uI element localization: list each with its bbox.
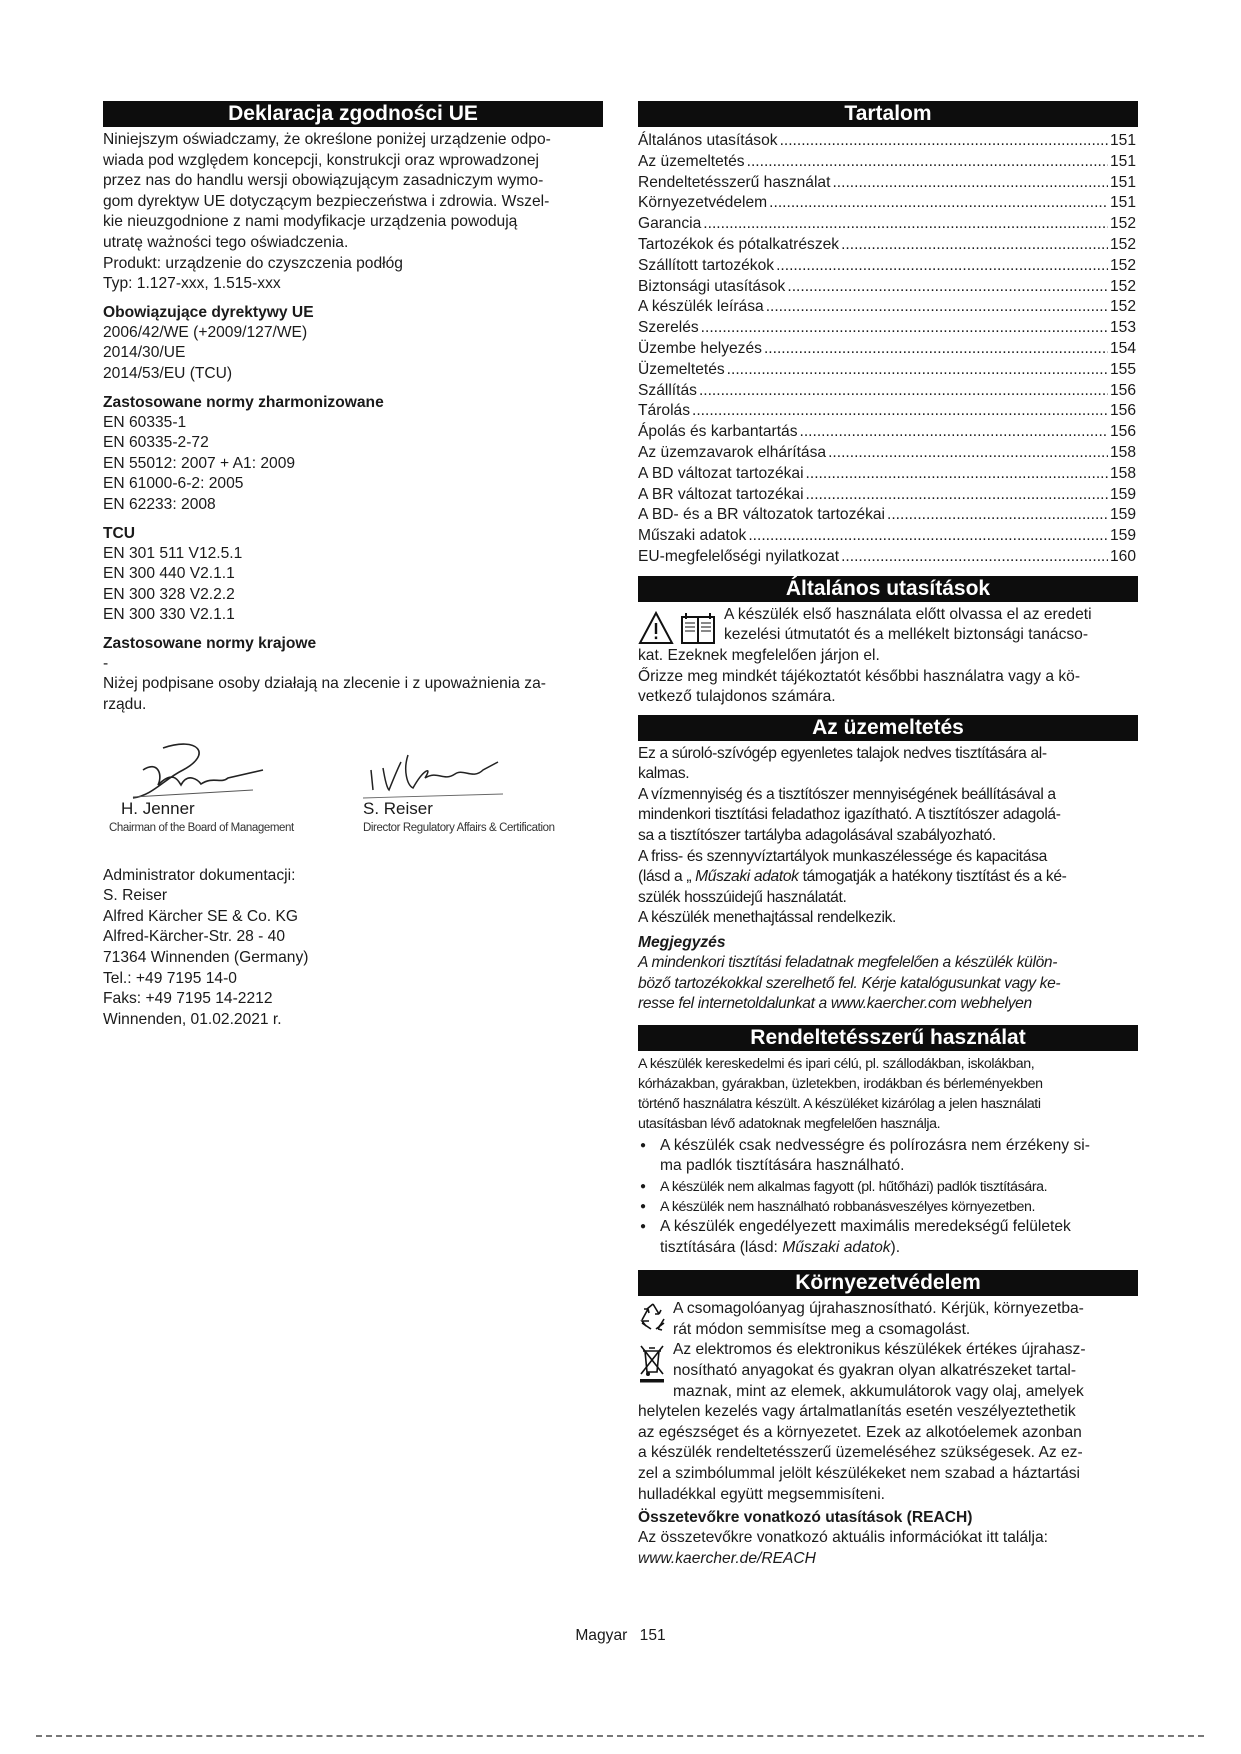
toc-entry-title: Tárolás <box>638 402 690 420</box>
toc-leader-dots <box>764 339 1108 360</box>
text-line: utasításban lévő adatoknak megfelelően használja. <box>638 1115 941 1132</box>
harmonized-item: EN 61000-6-2: 2005 <box>103 475 244 493</box>
signed-text <box>103 674 603 715</box>
toc-leader-dots <box>780 131 1108 152</box>
text-line: przez nas do handlu wersji obowiązującym zasadniczym wymo- <box>103 172 544 190</box>
toc-leader-dots <box>727 360 1108 381</box>
footer-language: Magyar <box>575 1627 628 1644</box>
toc-entry-title: Rendeltetésszerű használat <box>638 173 831 191</box>
toc-leader-dots <box>701 318 1108 339</box>
page-number: 151 <box>639 1627 666 1644</box>
toc-entry-page: 154 <box>1109 339 1136 357</box>
harmonized-heading: Zastosowane normy zharmonizowane <box>103 393 384 411</box>
toc-entry-title: Garancia <box>638 215 702 233</box>
toc-leader-dots <box>748 526 1108 547</box>
text-line: Alfred-Kärcher-Str. 28 - 40 <box>103 928 286 946</box>
type-line: Typ: 1.127-xxx, 1.515-xxx <box>103 275 281 293</box>
toc-entry-title: Üzemeltetés <box>638 360 725 378</box>
weee-note <box>638 1340 1138 1402</box>
intended-use-list <box>638 1136 1138 1258</box>
signatures <box>103 740 603 836</box>
text-line: Az elektromos és elektronikus készülékek értékes újrahasz- <box>673 1341 1086 1359</box>
text-line: 71364 Winnenden (Germany) <box>103 949 309 967</box>
text-line: zel a szimbólummal jelölt készülékeket nem szabad a háztartási <box>638 1464 1081 1482</box>
toc-entry[interactable] <box>638 464 1136 485</box>
toc-entry[interactable] <box>638 131 1136 152</box>
directive-item: 2014/30/UE <box>103 344 186 362</box>
ref-prefix: tisztítására (lásd: <box>660 1238 783 1256</box>
crossed-bin-icon <box>638 1342 666 1391</box>
text-line: A friss- és szennyvíztartályok munkaszélessége és kapacitása <box>638 847 1047 865</box>
text-line: vetkező tulajdonos számára. <box>638 688 836 706</box>
toc-entry-title: A készülék leírása <box>638 298 764 316</box>
toc-entry-title: Az üzemzavarok elhárítása <box>638 443 827 461</box>
warning-triangle-icon <box>640 613 672 643</box>
toc-leader-dots <box>832 173 1108 194</box>
admin-block <box>103 866 603 1031</box>
text-line: böző tartozékokkal szerelhető fel. Kérje katalógusunkat vagy ke- <box>638 974 1061 992</box>
toc-entry-title: Biztonsági utasítások <box>638 277 786 295</box>
text-line: kórházakban, gyárakban, üzletekben, irodákban és bérleményekben <box>638 1075 1043 1092</box>
reach-heading: Összetevőkre vonatkozó utasítások (REACH) <box>638 1509 973 1527</box>
toc-entry[interactable] <box>638 152 1136 173</box>
toc-entry-title: Szállított tartozékok <box>638 256 775 274</box>
toc-leader-dots <box>841 235 1108 256</box>
toc-leader-dots <box>699 381 1108 402</box>
text-line: kat. Ezeknek megfelelően járjon el. <box>638 646 880 664</box>
text-line: utratę ważności tego oświadczenia. <box>103 233 349 251</box>
toc-entry[interactable] <box>638 381 1136 402</box>
text-line: A készülék menethajtással rendelkezik. <box>638 909 896 927</box>
warning-icons <box>638 609 718 656</box>
toc-entry-title: A BD- és a BR változatok tartozékai <box>638 506 886 524</box>
manual-book-icon <box>682 613 714 643</box>
text-line: maznak, mint az elemek, akkumulátorok vagy olaj, amelyek <box>673 1382 1084 1400</box>
toc-entry-page: 152 <box>1109 256 1136 274</box>
signatory-role: Chairman of the Board of Management <box>109 821 294 834</box>
toc-entry[interactable] <box>638 547 1136 568</box>
toc-entry-title: A BD változat tartozékai <box>638 464 804 482</box>
cut-line-divider <box>36 1735 1204 1737</box>
toc-entry-page: 151 <box>1109 173 1136 191</box>
list-item <box>638 1136 1138 1177</box>
reach-link[interactable]: www.kaercher.de/REACH <box>638 1549 816 1567</box>
reference-link[interactable]: Műszaki adatok <box>695 868 799 886</box>
text-line: Őrizze meg mindkét tájékoztatót későbbi használatra vagy a kö- <box>638 667 1081 685</box>
text-line: sa a tisztítószer tartályba adagolásával szabályozható. <box>638 827 996 845</box>
toc-entry[interactable] <box>638 422 1136 443</box>
text-line: rządu. <box>103 696 147 714</box>
text-line: történő használatra készült. A készüléket kizárólag a jelen használati <box>638 1095 1041 1112</box>
text-line: ma padlók tisztítására használható. <box>660 1157 905 1175</box>
toc-entry[interactable] <box>638 297 1136 318</box>
toc-entry-title: Általános utasítások <box>638 132 778 149</box>
toc-entry[interactable] <box>638 339 1136 360</box>
toc-leader-dots <box>692 401 1108 422</box>
product-line: Produkt: urządzenie do czyszczenia podłóg <box>103 254 403 272</box>
text-line: kalmas. <box>638 765 690 783</box>
toc-entry-page: 152 <box>1109 215 1136 233</box>
directive-item: 2006/42/WE (+2009/127/WE) <box>103 323 308 341</box>
text-line: ● A készülék engedélyezett maximális meredekségű felületek <box>660 1218 1071 1236</box>
toc-list <box>638 131 1138 568</box>
ref-suffix: ). <box>890 1238 901 1256</box>
declaration-header: Deklaracja zgodności UE <box>103 101 603 127</box>
signature-reiser <box>363 740 603 836</box>
text-line: mindenkori tisztítási feladathoz igazítható. A tisztítószer adagolá- <box>638 806 1061 824</box>
text-line: ● A készülék csak nedvességre és polírozásra nem érzékeny si- <box>660 1136 1090 1154</box>
text-line: az egészséget és a környezetet. Ezek az alkotóelemek azonban <box>638 1423 1082 1441</box>
tcu-item: EN 300 330 V2.1.1 <box>103 606 235 624</box>
toc-leader-dots <box>766 297 1108 318</box>
toc-entry-page: 152 <box>1109 277 1136 295</box>
national-heading: Zastosowane normy krajowe <box>103 634 317 652</box>
text-line: a készülék rendeltetésszerű üzemeléséhez szükségesek. Az ez- <box>638 1444 1083 1462</box>
toc-entry-title: Ápolás és karbantartás <box>638 423 798 441</box>
signature-scribble <box>103 740 303 802</box>
toc-entry[interactable] <box>638 526 1136 547</box>
tcu-item: EN 300 440 V2.1.1 <box>103 565 235 583</box>
intended-use-header: Rendeltetésszerű használat <box>638 1025 1138 1051</box>
text-line: Niżej podpisane osoby działają na zlecenie i z upoważnienia za- <box>103 675 546 693</box>
list-item <box>638 1197 1138 1217</box>
general-warning <box>638 605 1138 646</box>
reference-line <box>638 867 1138 888</box>
signature-jenner <box>103 740 343 836</box>
text-line: A készülék első használata előtt olvassa el az eredeti <box>724 605 1092 623</box>
toc-entry[interactable] <box>638 443 1136 464</box>
toc-entry-title: EU-megfelelőségi nyilatkozat <box>638 547 840 565</box>
harmonized-item: EN 62233: 2008 <box>103 495 216 513</box>
toc-entry[interactable] <box>638 485 1136 506</box>
content-column <box>638 101 1138 1569</box>
toc-entry[interactable] <box>638 505 1136 526</box>
harmonized-item: EN 55012: 2007 + A1: 2009 <box>103 454 296 472</box>
text-line: A készülék kereskedelmi és ipari célú, pl. szállodákban, iskolákban, <box>638 1055 1035 1072</box>
page-footer <box>0 1627 1241 1645</box>
toc-entry-page: 160 <box>1109 547 1136 565</box>
declaration-column <box>103 101 603 1030</box>
note-heading: Megjegyzés <box>638 934 726 952</box>
directives-heading: Obowiązujące dyrektywy UE <box>103 303 314 321</box>
signature-mark: i.V. Reiser <box>363 739 368 741</box>
toc-leader-dots <box>806 485 1108 506</box>
toc-entry[interactable] <box>638 173 1136 194</box>
toc-leader-dots <box>769 193 1108 214</box>
text-line: Niniejszym oświadczamy, że określone poniżej urządzenie odpo- <box>103 131 551 148</box>
recycle-note <box>638 1299 1138 1340</box>
text-line: Faks: +49 7195 14-2212 <box>103 990 273 1008</box>
recycle-icon <box>638 1301 668 1340</box>
toc-entry-title: A BR változat tartozékai <box>638 485 804 503</box>
text-line: hulladékkal együtt megsemmisíteni. <box>638 1485 886 1503</box>
text-line: Administrator dokumentacji: <box>103 866 296 884</box>
text-line: wiada pod względem koncepcji, konstrukcji oraz wprowadzonej <box>103 151 539 169</box>
toc-leader-dots <box>800 422 1108 443</box>
toc-entry[interactable] <box>638 318 1136 339</box>
harmonized-item: EN 60335-1 <box>103 413 187 431</box>
ref-suffix: támogatják a hatékony tisztítást és a ké- <box>798 868 1067 886</box>
toc-entry-page: 159 <box>1109 485 1136 503</box>
text-line: kezelési útmutatót és a mellékelt biztonsági tanácso- <box>724 626 1089 644</box>
toc-entry[interactable] <box>638 277 1136 298</box>
text-line: A mindenkori tisztítási feladatnak megfelelően a készülék külön- <box>638 954 1058 972</box>
toc-entry-title: Szerelés <box>638 319 699 337</box>
toc-entry-page: 156 <box>1109 381 1136 399</box>
text-line: Tel.: +49 7195 14-0 <box>103 969 237 987</box>
text-line: A csomagolóanyag újrahasznosítható. Kérjük, környezetba- <box>673 1300 1084 1318</box>
toc-entry-page: 151 <box>1109 194 1136 212</box>
toc-leader-dots <box>787 277 1108 298</box>
toc-entry-page: 153 <box>1109 319 1136 337</box>
signatory-name: H. Jenner <box>121 798 195 818</box>
text-line <box>660 1238 1138 1259</box>
toc-entry-title: Az üzemeltetés <box>638 152 745 170</box>
text-line: A vízmennyiség és a tisztítószer mennyiségének beállításával a <box>638 785 1056 803</box>
signature-scribble <box>363 740 523 802</box>
toc-leader-dots <box>703 214 1108 235</box>
toc-entry-title: Műszaki adatok <box>638 527 747 545</box>
declaration-intro <box>103 130 603 254</box>
toc-entry-page: 156 <box>1109 402 1136 420</box>
text-line: ● A készülék nem alkalmas fagyott (pl. hűtőházi) padlók tisztítására. <box>660 1179 1048 1196</box>
toc-entry-page: 156 <box>1109 423 1136 441</box>
toc-entry-page: 151 <box>1109 132 1136 149</box>
toc-entry-page: 158 <box>1109 443 1136 461</box>
text-line: kie nieuzgodnione z nami modyfikacje urządzenia powodują <box>103 213 518 231</box>
toc-leader-dots <box>776 256 1108 277</box>
toc-entry-title: Környezetvédelem <box>638 194 768 212</box>
directive-item: 2014/53/EU (TCU) <box>103 364 233 382</box>
reference-link[interactable]: Műszaki adatok <box>782 1238 891 1256</box>
text-line: Alfred Kärcher SE & Co. KG <box>103 907 298 925</box>
toc-entry-title: Üzembe helyezés <box>638 339 762 357</box>
signatory-name: S. Reiser <box>363 798 433 818</box>
toc-entry-page: 151 <box>1109 152 1136 170</box>
text-line: ● A készülék nem használható robbanásveszélyes környezetben. <box>660 1199 1036 1216</box>
text-line: helytelen kezelés vagy ártalmatlanítás esetén veszélyeztethetik <box>638 1403 1076 1421</box>
toc-entry-page: 152 <box>1109 298 1136 316</box>
toc-entry-page: 159 <box>1109 506 1136 524</box>
toc-leader-dots <box>747 152 1108 173</box>
tcu-item: EN 300 328 V2.2.2 <box>103 585 235 603</box>
toc-leader-dots <box>841 547 1108 568</box>
text-line: szülék hosszúidejű használatát. <box>638 888 847 906</box>
operation-header: Az üzemeltetés <box>638 715 1138 741</box>
general-header: Általános utasítások <box>638 576 1138 602</box>
text-line: Winnenden, 01.02.2021 r. <box>103 1010 282 1028</box>
toc-entry-title: Szállítás <box>638 381 697 399</box>
national-value: - <box>103 654 109 672</box>
text-line: nosítható anyagokat és gyakran olyan alkatrészeket tartal- <box>673 1361 1077 1379</box>
toc-leader-dots <box>828 443 1108 464</box>
toc-leader-dots <box>806 464 1108 485</box>
tcu-item: EN 301 511 V12.5.1 <box>103 544 243 562</box>
toc-leader-dots <box>887 505 1108 526</box>
environment-header: Környezetvédelem <box>638 1270 1138 1296</box>
text-line: Ez a súroló-szívógép egyenletes talajok nedves tisztítására al- <box>638 744 1047 762</box>
toc-entry[interactable] <box>638 256 1136 277</box>
text-line: gom dyrektyw UE dotyczącym bezpieczeństwa i zdrowia. Wszel- <box>103 192 550 210</box>
text-line: rát módon semmisítse meg a csomagolást. <box>673 1320 971 1338</box>
toc-header: Tartalom <box>638 101 1138 127</box>
text-line: S. Reiser <box>103 887 168 905</box>
signatory-role: Director Regulatory Affairs & Certification <box>363 821 555 834</box>
toc-entry-page: 152 <box>1109 235 1136 253</box>
toc-entry-page: 159 <box>1109 527 1136 545</box>
toc-entry-page: 158 <box>1109 464 1136 482</box>
toc-entry[interactable] <box>638 360 1136 381</box>
toc-entry-title: Tartozékok és pótalkatrészek <box>638 235 840 253</box>
toc-entry-page: 155 <box>1109 360 1136 378</box>
toc-entry[interactable] <box>638 401 1136 422</box>
harmonized-item: EN 60335-2-72 <box>103 434 209 452</box>
toc-entry[interactable] <box>638 214 1136 235</box>
list-item <box>638 1177 1138 1197</box>
list-item <box>638 1217 1138 1258</box>
ref-prefix: (lásd a „ <box>638 868 696 886</box>
toc-entry[interactable] <box>638 235 1136 256</box>
tcu-heading: TCU <box>103 524 136 542</box>
reach-text: Az összetevőkre vonatkozó aktuális információkat itt találja: <box>638 1529 1048 1547</box>
text-line: resse fel internetoldalunkat a www.kaercher.com webhelyen <box>638 995 1032 1013</box>
toc-entry[interactable] <box>638 193 1136 214</box>
